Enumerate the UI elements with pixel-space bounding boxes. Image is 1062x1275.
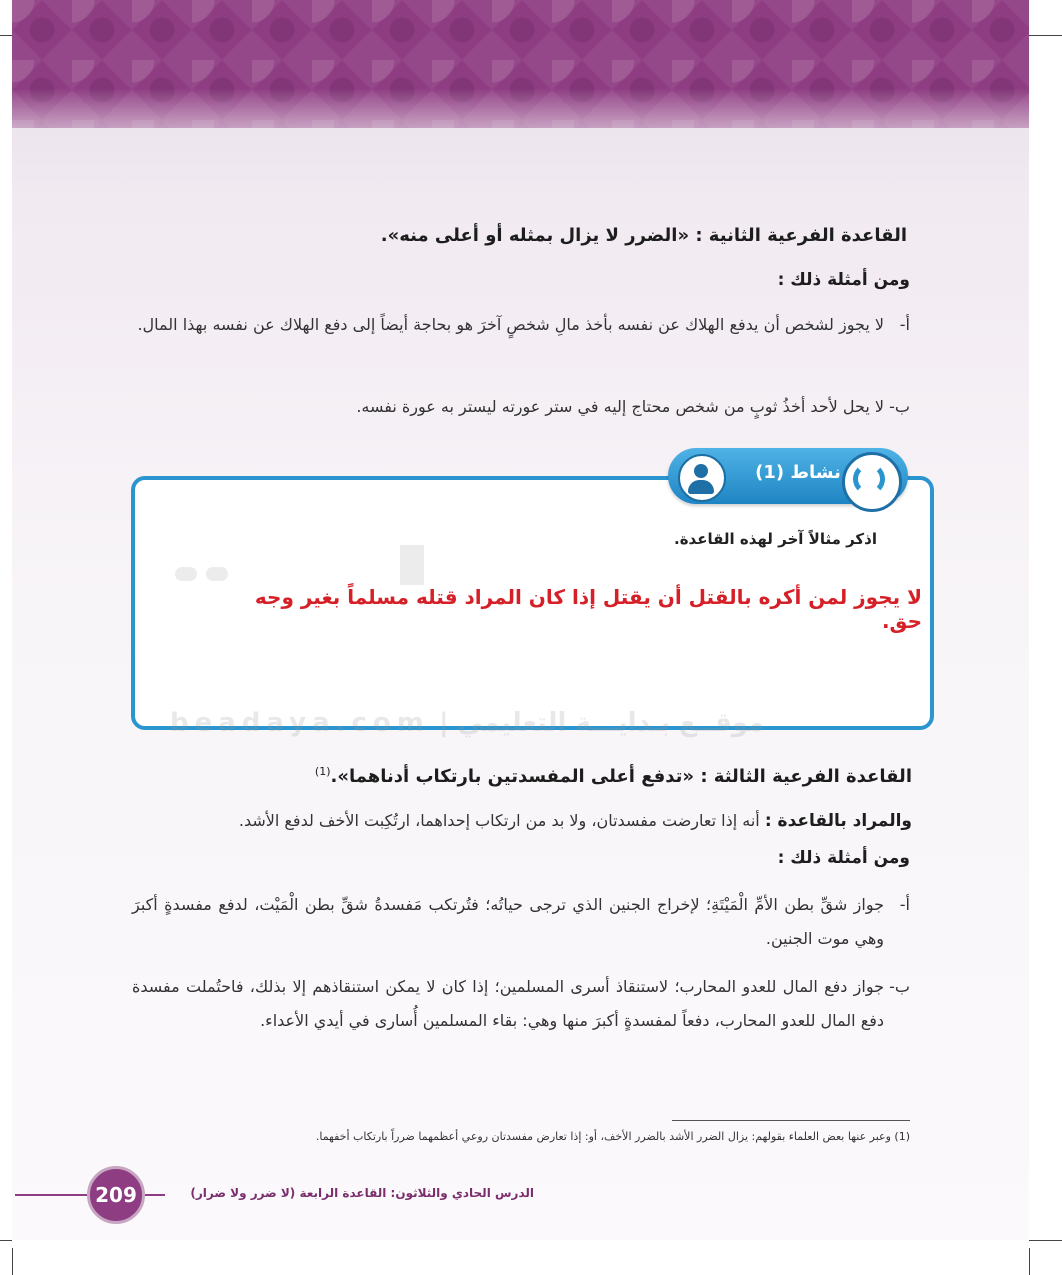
crop-mark (0, 35, 12, 36)
activity-label: نشاط (1) (755, 462, 841, 483)
activity-prompt: اذكر مثالاً آخر لهذه القاعدة. (674, 530, 877, 548)
rule-2-title: القاعدة الفرعية الثانية : «الضرر لا يزال بمثله أو أعلى منه». (380, 225, 907, 246)
watermark-shape (400, 545, 424, 585)
watermark-shape (206, 567, 228, 581)
person-icon (678, 454, 726, 502)
decorative-header-band (12, 0, 1029, 128)
rule-3-item-a-label: أ- (899, 895, 910, 914)
rule-2-item-a-label: أ- (899, 315, 910, 334)
rule-2-examples-heading: ومن أمثلة ذلك : (777, 270, 910, 290)
refresh-cycle-icon (842, 452, 902, 512)
rule-2-item-a-text: لا يجوز لشخص أن يدفع الهلاك عن نفسه بأخذ مالِ شخصٍ آخرَ هو بحاجة أيضاً إلى دفع الهلاك عن نفسه بهذا المال. (137, 315, 884, 334)
rule-3-title: القاعدة الفرعية الثالثة : «تدفع أعلى المفسدتين بارتكاب أدناهما». (330, 766, 912, 787)
watermark-text: موقــع بـدايـــة التعليمي | beadaya.com (170, 708, 765, 738)
rule-3-meaning (132, 808, 912, 834)
rule-3-examples-heading: ومن أمثلة ذلك : (777, 848, 910, 868)
footnote-ref: (1) (314, 765, 331, 778)
footnote-divider (672, 1120, 910, 1121)
crop-mark (1029, 1240, 1062, 1241)
footer-line (15, 1194, 87, 1196)
rule-3-item-b-text: جواز دفع المال للعدو المحارب؛ لاستنقاذ أسرى المسلمين؛ إذا كان لا يمكن استنقاذهم إلا بذلك، فاحتُملت مفسدة دفع المال للعدو المحارب، دفعاً لمفسدةٍ أكبرَ منها وهي: بقاء المسلمين أُسارى في أيدي الأعداء. (132, 977, 884, 1030)
rule-3-item-b-label: ب- (889, 977, 910, 996)
rule-3-item-a-text: جواز شقِّ بطن الأمِّ الْمَيْتَةِ؛ لإخراج الجنين الذي ترجى حياتُه؛ فتُرتكب مَفسدةُ شقِّ بطن الْمَيْت، لدفع مفسدةٍ أكبرَ وهي موت الجنين. (132, 895, 884, 948)
crop-mark (12, 1248, 13, 1275)
footnote: (1) وعبر عنها بعض العلماء بقولهم: يزال الضرر الأشد بالضرر الأخف، أو: إذا تعارض مفسدتان روعي أعظمهما ضرراً بارتكاب أخفهما. (315, 1130, 910, 1143)
rule-2-item-b-label: ب- (889, 397, 910, 416)
crop-mark (1029, 1248, 1030, 1275)
watermark-shape (175, 567, 197, 581)
meaning-text: أنه إذا تعارضت مفسدتان، ولا بد من ارتكاب إحداهما، ارتُكِبت الأخف لدفع الأشد. (238, 811, 760, 830)
crop-mark (0, 1240, 12, 1241)
meaning-label: والمراد بالقاعدة : (764, 811, 912, 831)
rule-2-item-b-text: لا يحل لأحد أخذُ ثوبٍ من شخص محتاج إليه في ستر عورته ليستر به عورة نفسه. (356, 397, 884, 416)
rule-3-title-row (152, 765, 912, 787)
activity-tab (668, 448, 908, 504)
footer-lesson-title: الدرس الحادي والثلاثون: القاعدة الرابعة (لا ضرر ولا ضرار) (190, 1186, 534, 1200)
crop-mark (1029, 35, 1062, 36)
page-number: 209 (87, 1166, 145, 1224)
activity-answer: لا يجوز لمن أكره بالقتل أن يقتل إذا كان المراد قتله مسلماً بغير وجه حق. (254, 585, 922, 633)
